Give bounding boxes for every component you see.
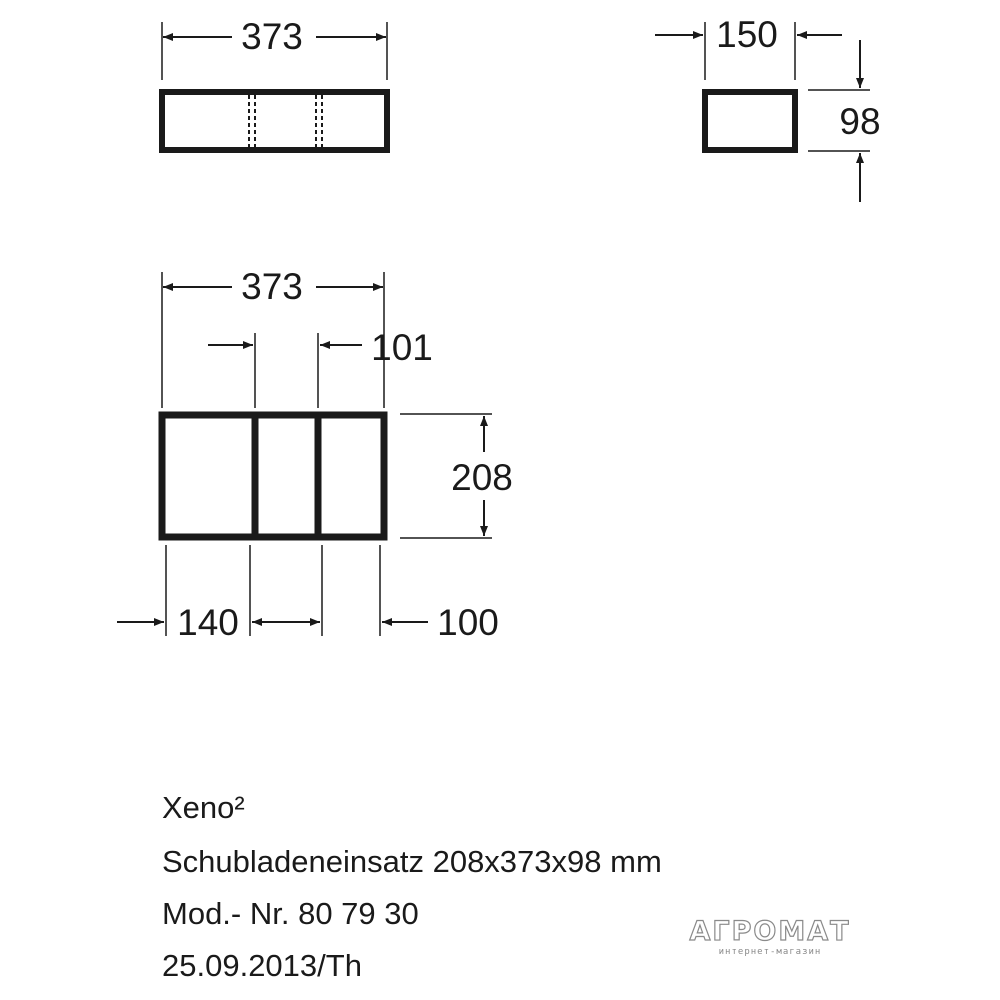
watermark-logo <box>680 918 860 957</box>
product-description: Schubladeneinsatz 208x373x98 mm <box>162 844 662 879</box>
watermark-tagline: интернет-магазин <box>718 947 822 957</box>
drawing-date: 25.09.2013/Th <box>162 948 362 983</box>
top-depth-label: 208 <box>451 457 513 498</box>
model-number: Mod.- Nr. 80 79 30 <box>162 896 419 931</box>
side-height-label: 98 <box>839 101 881 142</box>
top-view-outline <box>162 415 384 537</box>
watermark-brand: АГРОМАТ <box>689 916 851 947</box>
front-view-outline <box>162 92 387 150</box>
product-name: Xeno² <box>162 790 245 825</box>
side-view-outline <box>705 92 795 150</box>
bottom-left-dim-label: 140 <box>177 602 239 643</box>
top-width-label: 373 <box>241 266 303 307</box>
bottom-right-dim-label: 100 <box>437 602 499 643</box>
side-depth-label: 150 <box>716 14 778 55</box>
top-view <box>117 272 492 636</box>
top-compartment-label: 101 <box>371 327 433 368</box>
front-width-label: 373 <box>241 16 303 57</box>
